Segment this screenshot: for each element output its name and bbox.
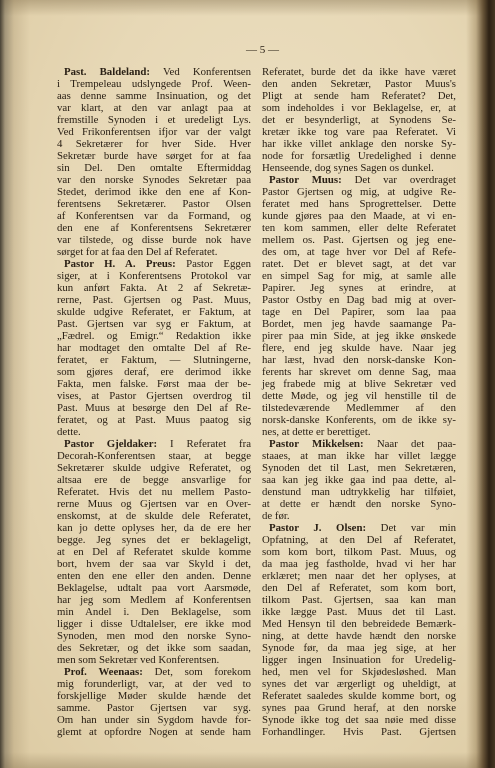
text-line: den anden Sekretær, Pastor Muus's [262, 78, 456, 90]
text-line [57, 258, 251, 270]
text-line: sørget for at faa den Del af Referatet. [57, 246, 218, 258]
speaker-name: Pastor Muus: [269, 174, 342, 186]
text-line: Om han under sin Sygdom havde for- [57, 714, 251, 726]
text-line: ikke lægge Past. Muus det til Last. [262, 606, 456, 618]
text-line: node for forsætlig Uredelighed i denne [262, 150, 456, 162]
text-line: har læst, hvad den norsk-danske Kon- [262, 354, 456, 366]
paragraph-baldeland [57, 66, 251, 258]
text-line: hed, men vel for Skjødesløshed. Man [262, 666, 456, 678]
text-line: Papirer. Jeg synes at erindre, at [262, 282, 456, 294]
left-column [57, 66, 251, 738]
text-line: har jeg som Medlem af Konferentsen [57, 594, 251, 606]
text-line: Synoden det til Last, men Sekretæren, [262, 462, 456, 474]
text-line: Fakta, men falske. Først maa der be- [57, 378, 251, 390]
text-line: fremstille Synoden i et uredeligt Lys. [57, 114, 251, 126]
right-column [262, 66, 456, 738]
text-line: ten kom sammen, eller delte Referatet [262, 222, 456, 234]
text-line: dette. [57, 426, 81, 438]
text-line: enskomst, at de skulde dele Referatet, [57, 510, 251, 522]
text-line: som kom bort, tilkom Past. Muus, og [262, 546, 456, 558]
text-line: feratet, er Faktum, — Slutningerne, [57, 354, 251, 366]
text-line: saa kan jeg ikke gaa ind paa dette, al- [262, 474, 456, 486]
text-line: pirer paa min Side, at jeg ikke ønskede [262, 330, 456, 342]
paragraph-muus [262, 174, 456, 438]
paragraph-weenaas [57, 666, 251, 738]
text-line: den ene af Konferentsens Sekretærer [57, 222, 251, 234]
text-line: Decorah-Konferentsen staar, at begge [57, 450, 251, 462]
text-line: Ved Frikonferentsen ifjor var der valgt [57, 126, 251, 138]
speaker-name: Pastor Gjeldaker: [64, 438, 158, 450]
text-line: 4 Sekretærer for hver Side. Hver [57, 138, 251, 150]
text-line-content: Ved Konferentsen [162, 66, 251, 78]
text-line: Referatet, burde det da ikke have været [262, 66, 456, 78]
text-line: altsaa ere de begge ansvarlige for [57, 474, 251, 486]
paragraph-weenaas-continued [262, 66, 456, 174]
text-line: Referatet. Hvis det nu mellem Pasto- [57, 486, 251, 498]
text-line: erklæret; men naar det her oplyses, at [262, 570, 456, 582]
text-line: siger, at i Konferentsens Protokol var [57, 270, 251, 282]
text-line: mellem os. Past. Gjertsen og jeg ene- [262, 234, 456, 246]
paragraph-mikkelsen [262, 438, 456, 522]
text-line: Synode ikke tog det saa nøie med disse [262, 714, 456, 726]
text-line-content: Det var overdraget [354, 174, 456, 186]
text-line: har modtaget den omtalte Del af Re- [57, 342, 251, 354]
text-line: kretær ikke tog vare paa Referatet. Vi [262, 126, 456, 138]
text-line: Pastor Gjertsen og mig, at udgive Re- [262, 186, 456, 198]
text-line: da maa jeg fastholde, hvad vi her har [262, 558, 456, 570]
text-line [57, 438, 251, 450]
text-line-content: Pastor Eggen [186, 258, 252, 270]
text-line: af Konferentsen var da Formand, og [57, 210, 251, 222]
text-line: tage en Del Papirer, som laa paa [262, 306, 456, 318]
text-line: enten den ene eller den anden. Denne [57, 570, 251, 582]
text-line: Referatet saaledes skulde komme bort, og [262, 690, 456, 702]
text-line: var tilstede, og disse burde nok have [57, 234, 251, 246]
text-line: denstund man udtrykkelig har tilføiet, [262, 486, 456, 498]
text-line: ferentsens Sekretærer. Pastor Olsen [57, 198, 251, 210]
text-line: bort, hvem der saa var Skyld i det, [57, 558, 251, 570]
text-line: begge. Jeg synes det er beklageligt, [57, 534, 251, 546]
text-line: Pastor Ostby en Dag bad mig at over- [262, 294, 456, 306]
text-line: Synoden, men mod den norske Syno- [57, 630, 251, 642]
text-line: „Fædrel. og Emigr.“ Redaktion ikke [57, 330, 251, 342]
text-line: feratet med hans Sprogrettelser. Dette [262, 198, 456, 210]
text-line: tilstedeværende Medlemmer af den [262, 402, 456, 414]
text-line: samme. Pastor Gjertsen var syg. [57, 702, 251, 714]
text-line: vises, at Pastor Gjertsen overdrog til [57, 390, 251, 402]
text-line: Med Hensyn til den bebreidede Bemærk- [262, 618, 456, 630]
text-line: ligger i disse Udtalelser, ere ikke mod [57, 618, 251, 630]
text-line: i Trempeleau udslyngede Prof. Ween- [57, 78, 251, 90]
text-line: aas denne samme Insinuation, og det [57, 90, 251, 102]
text-line: sin Del. Den omtalte Eftermiddag [57, 162, 251, 174]
text-line: men som Sekretær ved Konferentsen. [57, 654, 220, 666]
page-number: — 5 — [246, 44, 279, 56]
text-line: det er besynderligt, at Synodens Se- [262, 114, 456, 126]
paragraph-olsen [262, 522, 456, 738]
text-line: Henseende, dog synes Sagen os dunkel. [262, 162, 434, 174]
text-line: Synode før, da maa jeg sige, at her [262, 642, 456, 654]
text-line: Beklagelse, udtalt paa vort Aarsmøde, [57, 582, 251, 594]
text-line: Past. Gjertsen var syg er Faktum, at [57, 318, 251, 330]
text-line-content: Naar det paa- [376, 438, 456, 450]
text-line: jeg frabede mig at blive Sekretær ved [262, 378, 456, 390]
text-line: rerne Muus og Gjertsen var en Over- [57, 498, 251, 510]
text-line: kunde gjøres paa den Maade, at vi en- [262, 210, 456, 222]
text-line: Sekretær burde have sørget for at faa [57, 150, 251, 162]
text-line: norsk-danske Konferents, om de ikke sy- [262, 414, 456, 426]
text-line: Stedet, derimod ikke den ene af Kon- [57, 186, 251, 198]
text-line-content: Det var min [380, 522, 457, 534]
text-line: rerne, Past. Gjertsen og Past. Muus, [57, 294, 251, 306]
text-line: var den norske Synodes Sekretær paa [57, 174, 251, 186]
text-line: mig forunderligt, var, at der ved to [57, 678, 251, 690]
text-line: Past. Muus at besørge den Del af Re- [57, 402, 251, 414]
speaker-name: Past. Baldeland: [64, 66, 151, 78]
text-line: glemt at opfordre Nogen at sende ham [57, 726, 251, 738]
text-line: var klart, at den var anlagt paa at [57, 102, 251, 114]
text-line: de før. [262, 510, 290, 522]
text-line: des Sekretær, og det ikke som saadan, [57, 642, 251, 654]
text-line: Forhandlinger. Hvis Past. Gjertsen [262, 726, 456, 738]
paragraph-preus [57, 258, 251, 438]
speaker-name: Prof. Weenaas: [64, 666, 143, 678]
text-line: nes, at dette er berettiget. [262, 426, 371, 438]
text-line: flere, end jeg skulde have. Naar jeg [262, 342, 456, 354]
text-line: ligger ingen Insinuation for Uredelig- [262, 654, 456, 666]
text-line: synes det var ærgerligt og uheldigt, at [262, 678, 456, 690]
text-line: tilkom Past. Gjertsen, saa kan man [262, 594, 456, 606]
text-line: en simpel Sag for mig, at samle alle [262, 270, 456, 282]
text-line: ning, at dette havde hændt den norske [262, 630, 456, 642]
text-line-content: I Referatet fra [170, 438, 251, 450]
text-line: min Andel i. Den Beklagelse, som [57, 606, 251, 618]
text-line: ratet. Det er blevet sagt, at det var [262, 258, 456, 270]
text-line [57, 66, 251, 78]
paragraph-gjeldaker [57, 438, 251, 666]
text-line: Opfatning, at den Del af Referatet, [262, 534, 456, 546]
text-line: har ikke villet anklage den norske Sy- [262, 138, 456, 150]
text-line: at en Del af Referatet skulde komme [57, 546, 251, 558]
text-line: Sekretærer skulde udgive Referatet, og [57, 462, 251, 474]
text-line: forskjellige Møder skulde hænde det [57, 690, 251, 702]
text-line: feratet, og at Past. Muus paatog sig [57, 414, 251, 426]
text-line: skulde udgive Referatet, er Faktum, at [57, 306, 251, 318]
text-line: kan jo dette oplyses her, da de ere her [57, 522, 251, 534]
text-line-content: Det, som forekom [154, 666, 251, 678]
text-line: synes paa Grund heraf, at den norske [262, 702, 456, 714]
text-line: des om, at tage hver vor Del af Refe- [262, 246, 456, 258]
text-line: kun anført Fakta. At 2 af Sekretæ- [57, 282, 251, 294]
text-line: at dette er hændt den norske Syno- [262, 498, 456, 510]
text-line [262, 438, 456, 450]
text-line: som indeholdes i vor Beklagelse, er, at [262, 102, 456, 114]
text-line: den Del af Referatet, som kom bort, [262, 582, 456, 594]
text-line: ferents har skrevet om denne Sag, maa [262, 366, 456, 378]
text-line [262, 522, 456, 534]
text-line [262, 174, 456, 186]
text-line: dette Møde, og jeg vil henstille til de [262, 390, 456, 402]
text-line: staaes, at man ikke har villet lægge [262, 450, 456, 462]
speaker-name: Pastor H. A. Preus: [64, 258, 176, 270]
text-line: Pligt at sende ham Referatet? Det, [262, 90, 456, 102]
text-line: som gjøres deraf, ere derimod ikke [57, 366, 251, 378]
text-line: Bordet, men jeg havde saamange Pa- [262, 318, 456, 330]
text-line [57, 666, 251, 678]
speaker-name: Pastor Mikkelsen: [269, 438, 364, 450]
speaker-name: Pastor J. Olsen: [269, 522, 367, 534]
